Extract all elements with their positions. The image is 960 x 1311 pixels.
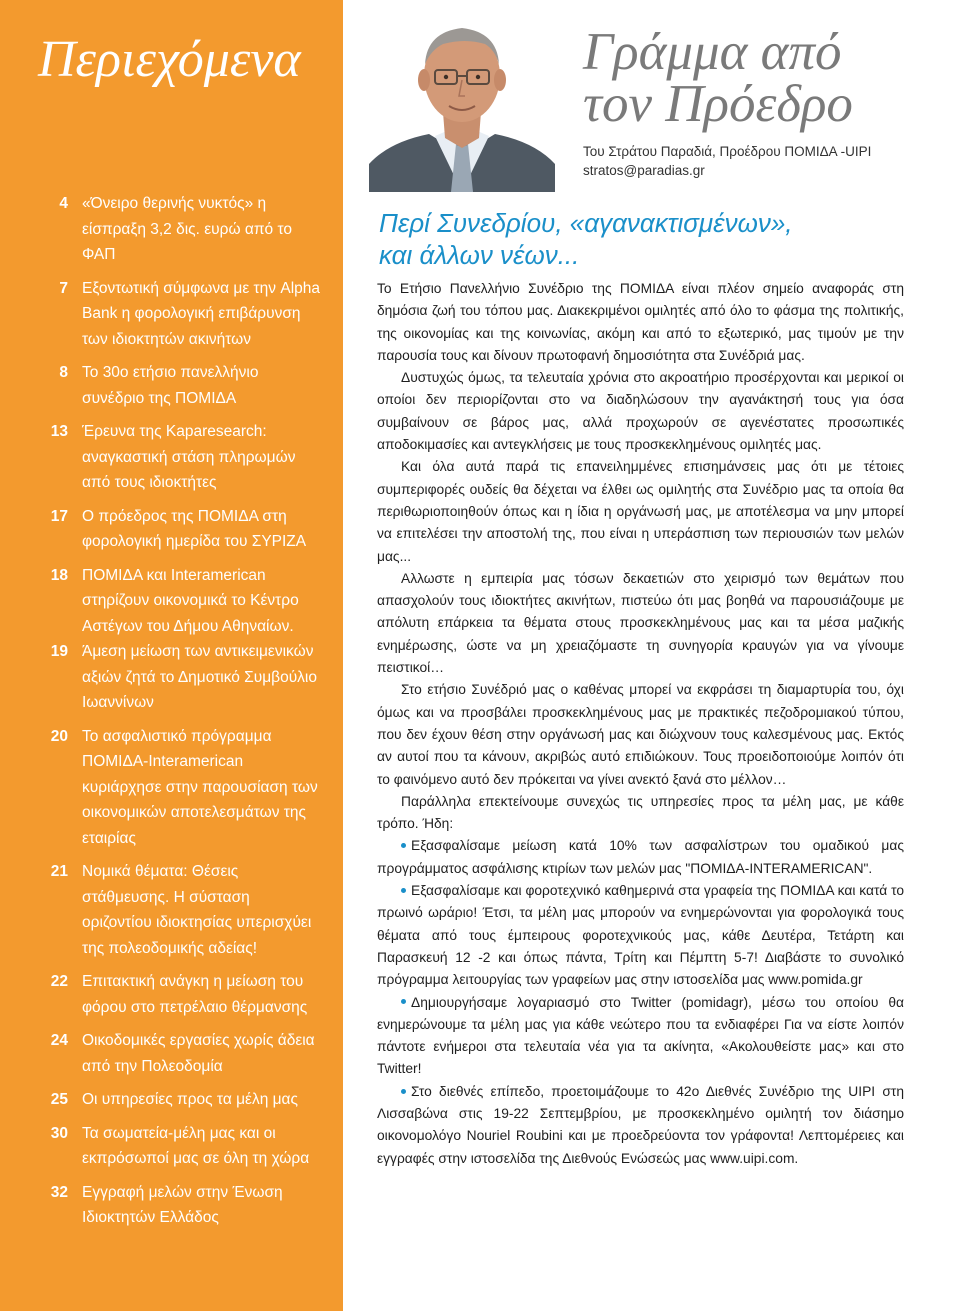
- article-paragraph: Και όλα αυτά παρά τις επανειλημμένες επισημάνσεις μας ότι με τέτοιες συμπεριφορές ουδείς θα δέχεται να έλθει ως ομιλητής στα Συνέδριο μας τα οποία θα περιθωριοποιηθούν όπως και η ίδια η οργάνωσή μας, με αποτέλεσμα να μην μπορεί να επιτελέσει την αποστολή της, που είναι η υπεράσπιση των περιουσιών των μελών μας...: [377, 459, 904, 564]
- toc-entry-text: Επιτακτική ανάγκη η μείωση του φόρου στο πετρέλαιο θέρμανσης: [82, 973, 308, 1016]
- toc-entry[interactable]: [0, 969, 322, 1020]
- toc-entry[interactable]: [0, 276, 322, 353]
- article-paragraph: Στο ετήσιο Συνέδριό μας ο καθένας μπορεί να εκφράσει τη διαμαρτυρία του, όχι όμως και να προσβάλει προσκεκλημένους μας με πρακτικές πεζοδρομιακού τύπου, που δεν έχουν θέση στην οργάνωσή μας και διώχνουν τους καλεσμένους μας. Εκτός αν αυτοί που τα κάνουν, ακριβώς αυτό επιδιώκουν. Τους προειδοποιούμε λοιπόν ότι το φαινόμενο αυτό δεν πρόκειται να γίνει ανεκτό ξανά στο μέλλον…: [377, 682, 904, 787]
- page-title: [583, 23, 953, 133]
- toc-page-number: 4: [59, 195, 68, 212]
- toc-entry-text: Το ασφαλιστικό πρόγραμμα ΠΟΜΙΔΑ-Interamerican κυριάρχησε στην παρουσίαση των οικονομικών αποτελεσμάτων της εταιρίας: [82, 727, 318, 847]
- toc-entry-text: Ο πρόεδρος της ΠΟΜΙΔΑ στη φορολογική ημερίδα του ΣΥΡΙΖΑ: [82, 507, 307, 550]
- toc-title: Περιεχόμενα: [38, 31, 301, 88]
- toc-entry[interactable]: [0, 1121, 322, 1172]
- article-bullet-text: Εξασφαλίσαμε μείωση κατά 10% των ασφαλίστρων του ομαδικού μας προγράμματος ασφάλισης κτιρίων των μελών μας "ΠΟΜΙΔΑ-INTERAMERICAN".: [377, 838, 904, 876]
- toc-page-number: 18: [50, 566, 68, 584]
- toc-entry[interactable]: [0, 639, 322, 716]
- toc-page-number: 25: [50, 1091, 68, 1108]
- toc-entry-text: Εγγραφή μελών στην Ένωση Ιδιοκτητών Ελλάδος: [82, 1183, 283, 1226]
- toc-entry-text: «Όνειρο θερινής νυκτός» η είσπραξη 3,2 δις. ευρώ από το ΦΑΠ: [82, 195, 292, 263]
- president-portrait-photo: [369, 14, 555, 192]
- portrait-illustration: [369, 14, 555, 192]
- article-bullet-text: Εξασφαλίσαμε και φοροτεχνικό καθημερινά στα γραφεία της ΠΟΜΙΔΑ και κατά το πρωινό ωράριο! Έτσι, τα μέλη μας μπορούν να ενημερώνονται για φορολογικά τους θέματα από τους έμπειρους φοροτεχνικούς μας, κάθε Δευτέρα, Τετάρτη και Παρασκευή 12 -2 και όπως πάντα, Τρίτη και Πέμπτη 5-7! Διαβάστε το συνολικό πρόγραμμα λειτουργίας των γραφείων μας στην ιστοσελίδα μας www.pomida.gr: [377, 883, 904, 988]
- toc-page-number: 19: [50, 643, 68, 660]
- toc-page-number: 17: [50, 507, 68, 525]
- toc-list: [0, 191, 343, 1239]
- bullet-dot-icon: [401, 888, 406, 893]
- page-title-line-1: Γράμμα από: [583, 23, 842, 81]
- author-email-link[interactable]: stratos@paradias.gr: [583, 163, 705, 178]
- toc-page-number: 8: [59, 364, 68, 381]
- author-name: Του Στράτου Παραδιά, Προέδρου ΠΟΜΙΔΑ -UIPI: [583, 144, 872, 159]
- toc-entry-text: Οικοδομικές εργασίες χωρίς άδεια από την Πολεοδομία: [82, 1032, 315, 1075]
- toc-entry[interactable]: [0, 859, 322, 961]
- toc-page-number: 21: [50, 863, 68, 880]
- bullet-dot-icon: [401, 843, 406, 848]
- toc-entry-text: Άμεση μείωση των αντικειμενικών αξιών ζητά το Δημοτικό Συμβούλιο Ιωαννίνων: [82, 643, 317, 711]
- article-bullet: [377, 880, 904, 991]
- article-subheading: [379, 207, 939, 271]
- bullet-dot-icon: [401, 1089, 406, 1094]
- toc-entry[interactable]: [0, 724, 322, 852]
- toc-entry-text: Τα σωματεία-μέλη μας και οι εκπρόσωποί μας σε όλη τη χώρα: [82, 1124, 310, 1167]
- toc-page-number: 32: [50, 1183, 68, 1201]
- article-body: [377, 278, 904, 1170]
- toc-entry[interactable]: [0, 1028, 322, 1079]
- article-paragraph: Παράλληλα επεκτείνουμε συνεχώς τις υπηρεσίες προς τα μέλη μας, με κάθε τρόπο. Ήδη:: [377, 793, 904, 832]
- article-bullet: [377, 835, 904, 880]
- toc-entry[interactable]: [0, 504, 322, 555]
- toc-entry[interactable]: [0, 419, 322, 496]
- toc-entry[interactable]: [0, 360, 322, 411]
- toc-entry[interactable]: [0, 1087, 322, 1113]
- article-bullet: [377, 992, 904, 1081]
- toc-page-number: 13: [50, 423, 68, 440]
- article-subheading-line-1: Περί Συνεδρίου, «αγανακτισμένων»,: [379, 208, 793, 238]
- article-bullet-text: Δημιουργήσαμε λογαριασμό στο Twitter (pomidagr), μέσω του οποίου θα ενημερώνουμε τα μέλη μας για κάθε νεώτερο που τα ενδιαφέρει Για να είστε λοιπόν πάντοτε ενήμεροι στα τελευταία νέα για τα ακίνητα, «Ακολουθείστε μας» και στο Twitter!: [377, 994, 904, 1077]
- toc-entry-text: Εξοντωτική σύμφωνα με την Alpha Bank η φορολογική επιβάρυνση των ιδιοκτητών ακινήτων: [82, 279, 320, 348]
- toc-entry-text: Το 30ο ετήσιο πανελλήνιο συνέδριο της ΠΟΜΙΔΑ: [82, 364, 259, 407]
- article-paragraph: Αλλωστε η εμπειρία μας τόσων δεκαετιών στο χειρισμό των θεμάτων που απασχολούν τους ιδιοκτήτες ακινήτων, πιστεύω ότι μας βοηθά να παρουσιάζουμε με απόλυτη επάρκεια τα θέματα στους προσκεκλημένους μας και τα μέσα μαζικής ενημέρωσης, ώστε να μη χρειαζόμαστε τη συνηγορία κραυγών για να γίνουμε πειστικοί…: [377, 570, 904, 676]
- bullet-dot-icon: [401, 999, 406, 1004]
- toc-page-number: 20: [50, 727, 68, 745]
- article-paragraph: Το Ετήσιο Πανελλήνιο Συνέδριο της ΠΟΜΙΔΑ είναι πλέον σημείο αναφοράς στη δημόσια ζωή του τόπου μας. Διακεκριμένοι ομιλητές από όλο το φάσμα της πολιτικής, της οικονομίας και της κοινωνίας, ακόμη και από το εξωτερικό, μας τιμούν με την παρουσία τους και δίνουν πρωτοφανή δημοσιότητα στα Συνέδριά μας.: [377, 281, 904, 363]
- toc-entry-text: Έρευνα της Kaparesearch: αναγκαστική στάση πληρωμών από τους ιδιοκτήτες: [82, 423, 296, 491]
- table-of-contents-sidebar: [0, 0, 343, 1311]
- page-title-line-2: τον Πρόεδρο: [583, 75, 853, 133]
- toc-entry[interactable]: [0, 191, 322, 268]
- toc-entry[interactable]: [0, 1180, 322, 1231]
- article-bullet-text: Στο διεθνές επίπεδο, προετοιμάζουμε το 42ο Διεθνές Συνέδριο της UIPI στη Λισσαβώνα στις 19-22 Σεπτεμβρίου, με προσκεκλημένο ομιλητή τον διάσημο οικονομολόγο Nouriel Roubini και με προεδρεύοντα τον γράφοντα! Λεπτομέρειες και εγγραφές στην ιστοσελίδα της Διεθνούς Ενώσεώς μας www.uipi.com.: [377, 1083, 904, 1166]
- toc-page-number: 24: [50, 1032, 68, 1049]
- toc-entry[interactable]: [0, 563, 322, 640]
- toc-entry-text: Νομικά θέματα: Θέσεις στάθμευσης. Η σύσταση οριζοντίου ιδιοκτησίας υπερισχύει της πολεοδομικής αδείας!: [82, 863, 312, 957]
- author-byline: [583, 142, 953, 180]
- article-paragraph: Δυστυχώς όμως, τα τελευταία χρόνια στο ακροατήριο προσέρχονται και μερικοί οι οποίοι δεν περιορίζονται στο να διαδηλώσουν την αγανάκτησή τους για όσα συμβαίνουν σε βάρος μας, αλλά προχωρούν σε αγενέστατες προσωπικές αποδοκιμασίες και αντεγκλήσεις με τους προσκεκλημένους ομιλητές μας.: [377, 370, 904, 453]
- article-subheading-line-2: και άλλων νέων...: [379, 240, 580, 270]
- article-bullet: [377, 1081, 904, 1170]
- toc-entry-text: ΠΟΜΙΔΑ και Interamerican στηρίζουν οικονομικά το Κέντρο Αστέγων του Δήμου Αθηναίων.: [82, 566, 299, 635]
- toc-entry-text: Οι υπηρεσίες προς τα μέλη μας: [82, 1091, 298, 1108]
- toc-page-number: 22: [50, 973, 68, 990]
- toc-page-number: 30: [50, 1124, 68, 1142]
- toc-page-number: 7: [59, 279, 68, 297]
